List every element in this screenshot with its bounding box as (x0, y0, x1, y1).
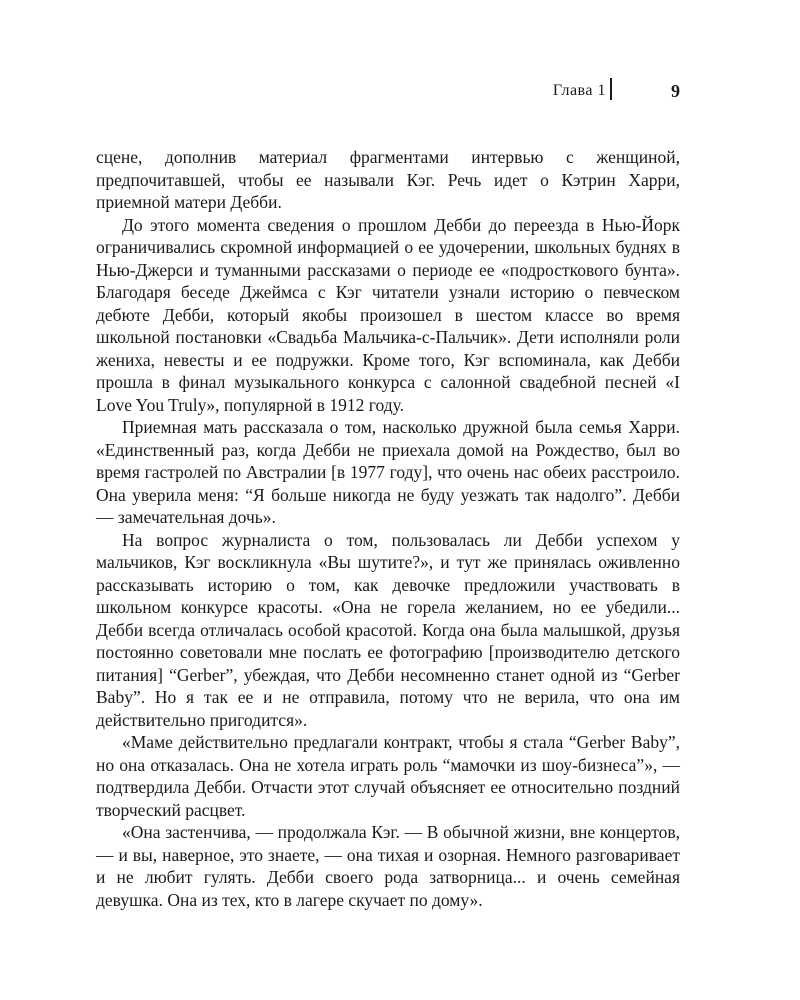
chapter-title: Глава 1 (552, 82, 606, 99)
header-divider (610, 78, 612, 100)
page-number: 9 (671, 81, 680, 101)
body-text (96, 146, 680, 911)
paragraph: До этого момента сведения о прошлом Дебби до переезда в Нью-Йорк ограничивались скромной информацией о ее удочерении, школьных буднях в Нью-Джерси и туманными рассказами о периоде ее «подросткового бунта». Благодаря беседе Джеймса с Кэг читатели узнали историю о певческом дебюте Дебби, который якобы произошел в шестом классе во время школьной постановки «Свадьба Мальчика-с-Пальчик». Дети исполняли роли жениха, невесты и ее подружки. Кроме того, Кэг вспоминала, как Дебби прошла в финал музыкального конкурса с салонной свадебной песней «I Love You Truly», популярной в 1912 году. (96, 214, 680, 415)
paragraph: сцене, дополнив материал фрагментами интервью с женщиной, предпочитавшей, чтобы ее называли Кэг. Речь идет о Кэтрин Харри, приемной матери Дебби. (96, 147, 680, 212)
paragraph: Приемная мать рассказала о том, насколько дружной была семья Харри. «Единственный раз, когда Дебби не приехала домой на Рождество, был во время гастролей по Австралии [в 1977 году], что очень нас обеих расстроило. Она уверила меня: “Я больше никогда не буду уезжать так надолго”. Дебби — замечательная дочь». (96, 417, 680, 527)
paragraph: «Она застенчива, — продолжала Кэг. — В обычной жизни, вне концертов, — и вы, наверное, это знаете, — она тихая и озорная. Немного разговаривает и не любит гулять. Дебби своего рода затворница... и очень семейная девушка. Она из тех, кто в лагере скучает по дому». (96, 822, 680, 910)
paragraph: На вопрос журналиста о том, пользовалась ли Дебби успехом у мальчиков, Кэг воскликнула «Вы шутите?», и тут же принялась оживленно рассказывать историю о том, как девочке предложили участвовать в школьном конкурсе красоты. «Она не горела желанием, но ее убедили... Дебби всегда отличалась особой красотой. Когда она была малышкой, друзья постоянно советовали мне послать ее фотографию [производителю детского питания] “Gerber”, убеждая, что Дебби несомненно станет одной из “Gerber Baby”. Но я так ее и не отправила, потому что не верила, что она им действительно пригодится». (96, 529, 680, 730)
paragraph: «Маме действительно предлагали контракт, чтобы я стала “Gerber Baby”, но она отказалась. Она не хотела играть роль “мамочки из шоу-бизнеса”», — подтвердила Дебби. Отчасти этот случай объясняет ее относительно поздний творческий расцвет. (96, 732, 680, 820)
running-header (0, 78, 800, 104)
